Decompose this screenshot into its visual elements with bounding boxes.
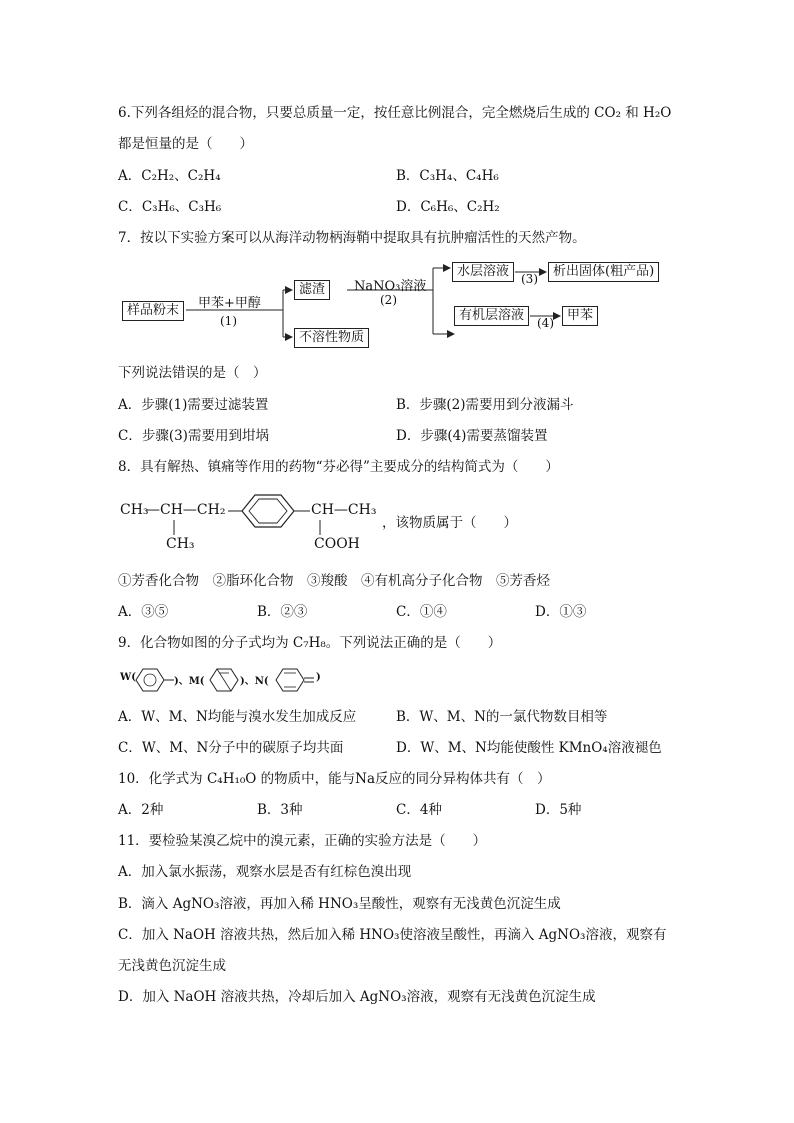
- mol-label-w: W(: [120, 672, 136, 683]
- q7-flowchart: [118, 258, 678, 358]
- q8-stem: 8．具有解热、镇痛等作用的药物“芬必得”主要成分的结构简式为（ ）: [118, 459, 559, 475]
- q7-option-a: A．步骤(1)需要过滤装置: [118, 397, 269, 413]
- q8-option-a: A．③⑤: [118, 604, 169, 620]
- q8-option-b: B．②③: [257, 604, 308, 620]
- q9-molecules: [118, 664, 328, 696]
- flow-precipitate-box: 析出固体(粗产品): [548, 262, 659, 282]
- q6-option-a: A．C₂H₂、C₂H₄: [118, 168, 221, 184]
- flow-reagent1-label: 甲苯+甲醇: [198, 296, 261, 311]
- q9-option-a: A．W、M、N均能与溴水发生加成反应: [118, 709, 357, 725]
- mol-label-m: )、M(: [174, 676, 205, 687]
- flow-organic-box: 有机层溶液: [454, 306, 529, 326]
- q7-option-d: D．步骤(4)需要蒸馏装置: [396, 428, 548, 444]
- q9-option-c: C．W、M、N分子中的碳原子均共面: [118, 740, 344, 756]
- molecule-structures-icon: [118, 664, 328, 696]
- q9-stem: 9．化合物如图的分子式均为 C₇H₈。下列说法正确的是（ ）: [118, 635, 502, 651]
- q6-stem-line1: 6.下列各组烃的混合物，只要总质量一定，按任意比例混合，完全燃烧后生成的 CO₂ 和 H₂O: [118, 105, 672, 121]
- q10-option-a: A．2种: [118, 802, 164, 818]
- mol-label-end: ): [316, 672, 321, 683]
- q11-option-a: A．加入氯水振荡，观察水层是否有红棕色溴出现: [118, 864, 412, 880]
- mol-label-n: )、N(: [240, 676, 269, 687]
- q7-option-b: B．步骤(2)需要用到分液漏斗: [396, 397, 574, 413]
- flow-step1-label: (1): [220, 314, 237, 328]
- struct-cooh: COOH: [314, 536, 360, 552]
- flow-toluene-box: 甲苯: [562, 306, 598, 326]
- q11-option-c-line1: C．加入 NaOH 溶液共热，然后加入稀 HNO₃使溶液呈酸性，再滴入 AgNO₃溶液，观察有: [118, 927, 667, 943]
- struct-ch-right: CH—CH₃: [311, 502, 377, 518]
- q10-option-d: D．5种: [535, 802, 582, 818]
- struct-ch3-bottom: CH₃: [166, 536, 195, 552]
- q8-option-c: C．①④: [396, 604, 447, 620]
- q6-stem-line2: 都是恒量的是（ ）: [118, 136, 253, 152]
- q9-option-d: D．W、M、N均能使酸性 KMnO₄溶液褪色: [396, 740, 662, 756]
- q11-stem: 11．要检验某溴乙烷中的溴元素，正确的实验方法是（ ）: [118, 833, 487, 849]
- q10-option-b: B．3种: [257, 802, 303, 818]
- q6-option-d: D．C₆H₆、C₂H₂: [396, 199, 500, 215]
- q6-option-c: C．C₃H₆、C₃H₆: [118, 199, 222, 215]
- q11-option-c-line2: 无浅黄色沉淀生成: [118, 958, 226, 974]
- flow-step3-label: (3): [521, 272, 538, 286]
- q8-tail: ，该物质属于（ ）: [382, 515, 517, 531]
- q7-option-c: C．步骤(3)需要用到坩埚: [118, 428, 269, 444]
- flow-step4-label: (4): [537, 316, 554, 330]
- q8-option-d: D．①③: [535, 604, 587, 620]
- flow-insoluble-box: 不溶性物质: [294, 328, 369, 348]
- flow-aqueous-box: 水层溶液: [452, 262, 514, 282]
- q9-option-b: B．W、M、N的一氯代物数目相等: [396, 709, 608, 725]
- q6-option-b: B．C₃H₄、C₄H₆: [396, 168, 499, 184]
- flow-step2-label: (2): [380, 293, 397, 307]
- struct-ch-chain: —CH—CH₂: [146, 502, 226, 518]
- q7-stem: 7．按以下实验方案可以从海洋动物柄海鞘中提取具有抗肿瘤活性的天然产物。: [118, 230, 586, 246]
- q8-items: ①芳香化合物 ②脂环化合物 ③羧酸 ④有机高分子化合物 ⑤芳香烃: [118, 573, 550, 589]
- q8-structural-formula: [118, 488, 388, 558]
- flow-sample-box: 样品粉末: [122, 301, 184, 321]
- q10-stem: 10．化学式为 C₄H₁₀O 的物质中，能与Na反应的同分异构体共有（ ）: [118, 771, 551, 787]
- flow-filtrate-box: 滤渣: [294, 280, 330, 300]
- q10-option-c: C．4种: [396, 802, 442, 818]
- q11-option-d: D．加入 NaOH 溶液共热，冷却后加入 AgNO₃溶液，观察有无浅黄色沉淀生成: [118, 989, 596, 1005]
- q11-option-b: B．滴入 AgNO₃溶液，再加入稀 HNO₃呈酸性，观察有无浅黄色沉淀生成: [118, 896, 561, 912]
- struct-ch3-left: CH₃: [120, 502, 149, 518]
- q7-question: 下列说法错误的是（ ）: [118, 365, 267, 381]
- flow-reagent2-label: NaNO₃溶液: [354, 279, 427, 294]
